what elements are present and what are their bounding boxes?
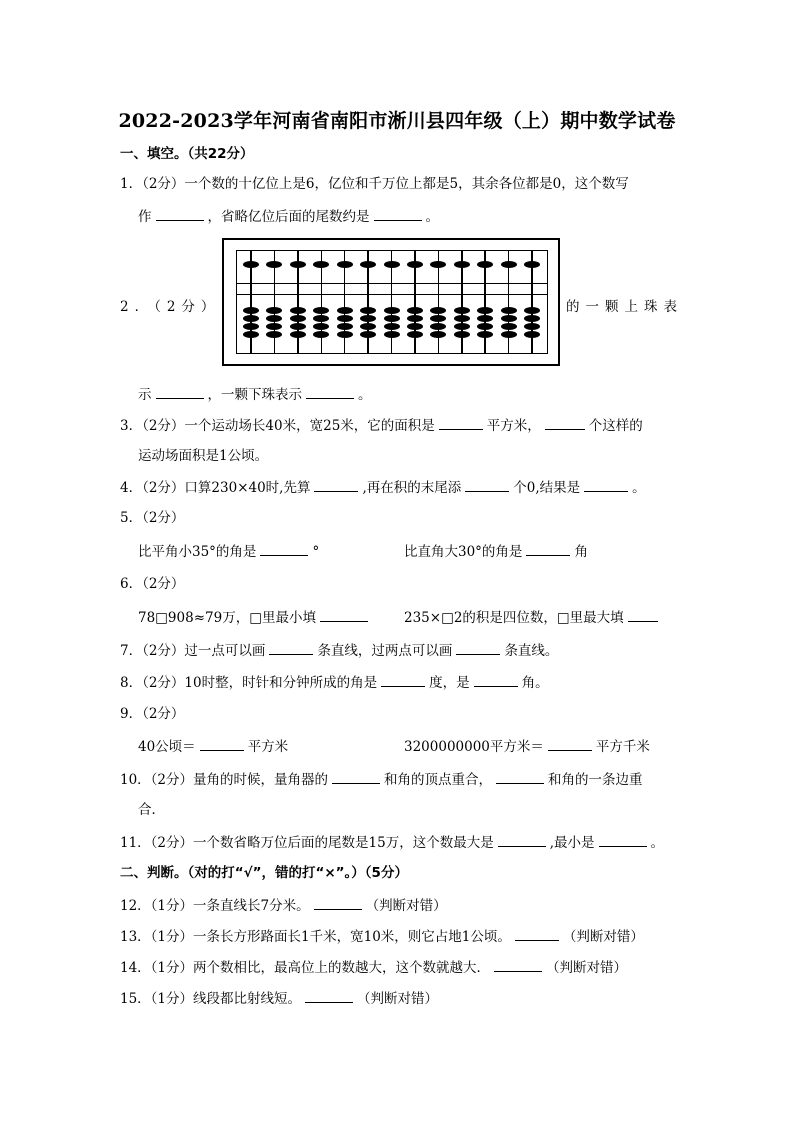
abacus-upper-bead — [501, 261, 517, 268]
abacus-lower-bead — [384, 323, 400, 330]
question-11 — [120, 832, 664, 853]
q4-text-1: 4．（2分）口算230×40时,先算 — [120, 480, 311, 496]
abacus-lower-bead — [524, 323, 540, 330]
question-3-line-1 — [120, 415, 643, 436]
question-6-left — [138, 607, 372, 628]
answer-blank[interactable] — [548, 736, 592, 751]
abacus-body — [236, 250, 548, 354]
question-5-right — [404, 541, 588, 562]
abacus-lower-bead — [266, 315, 282, 322]
answer-blank[interactable] — [314, 477, 358, 492]
q5-right-unit: 角 — [574, 544, 588, 560]
q3-text-1: 3．（2分）一个运动场长40米，宽25米，它的面积是 — [120, 418, 435, 434]
abacus-upper-bead — [360, 261, 376, 268]
abacus-lower-bead — [477, 315, 493, 322]
abacus-lower-bead — [430, 331, 446, 338]
abacus-lower-bead — [501, 307, 517, 314]
q4-text-3: 个0,结果是 — [513, 480, 581, 496]
abacus-lower-bead — [501, 315, 517, 322]
abacus-lower-bead — [243, 323, 259, 330]
q13-hint: （判断对错） — [562, 929, 644, 945]
question-1-line-1: 1．（2分）一个数的十亿位上是6，亿位和千万位上都是5，其余各位都是0，这个数写 — [120, 176, 629, 192]
answer-blank[interactable] — [498, 832, 546, 847]
q5-right-text: 比直角大30°的角是 — [404, 544, 523, 560]
abacus-lower-bead — [501, 323, 517, 330]
abacus-lower-bead — [384, 315, 400, 322]
abacus-lower-bead — [360, 307, 376, 314]
abacus-lower-bead — [407, 323, 423, 330]
abacus-lower-bead — [266, 331, 282, 338]
q1-text-3: 。 — [425, 209, 439, 225]
q8-text-1: 8．（2分）10时整，时针和分钟所成的角是 — [120, 675, 378, 691]
abacus-lower-bead — [313, 331, 329, 338]
question-10-line-1 — [120, 769, 643, 790]
abacus-lower-bead — [477, 307, 493, 314]
question-9-label: 9．（2分） — [120, 706, 185, 722]
answer-blank[interactable] — [496, 769, 544, 784]
q14-hint: （判断对错） — [546, 960, 628, 976]
q5-left-text: 比平角小35°的角是 — [138, 544, 257, 560]
question-2-text-right: 的一颗上珠表 — [566, 299, 683, 315]
q11-text-3: 。 — [650, 835, 664, 851]
abacus-upper-bead — [290, 261, 306, 268]
q12-text: 12．（1分）一条直线长7分米。 — [120, 898, 310, 914]
abacus-lower-bead — [360, 315, 376, 322]
abacus-upper-bead — [337, 261, 353, 268]
q10-text-3: 和角的一条边重 — [548, 772, 643, 788]
page-title: 2022-2023学年河南省南阳市淅川县四年级（上）期中数学试卷 — [118, 110, 676, 132]
question-7 — [120, 640, 558, 661]
answer-blank[interactable] — [584, 477, 628, 492]
question-6-label: 6．（2分） — [120, 576, 185, 592]
abacus-lower-bead — [290, 331, 306, 338]
answer-blank[interactable] — [474, 672, 518, 687]
abacus-lower-bead — [454, 307, 470, 314]
abacus-image — [222, 238, 560, 366]
abacus-lower-bead — [313, 315, 329, 322]
q8-text-3: 角。 — [521, 675, 549, 691]
abacus-upper-bead — [477, 261, 493, 268]
answer-blank[interactable] — [374, 206, 422, 221]
answer-blank[interactable] — [306, 384, 354, 399]
question-8 — [120, 672, 549, 693]
answer-blank[interactable] — [314, 895, 362, 910]
q3-text-3: 个这样的 — [588, 418, 643, 434]
question-13 — [120, 926, 644, 947]
question-15 — [120, 988, 438, 1009]
abacus-lower-bead — [243, 331, 259, 338]
q2-text-2: ，一颗下珠表示 — [207, 387, 302, 403]
abacus-lower-bead — [407, 315, 423, 322]
section-heading-fill-in: 一、填空。（共22分） — [120, 146, 254, 162]
abacus-lower-bead — [477, 331, 493, 338]
abacus-upper-bead — [266, 261, 282, 268]
abacus-lower-bead — [454, 323, 470, 330]
q14-text: 14．（1分）两个数相比，最高位上的数越大，这个数就越大． — [120, 960, 491, 976]
abacus-lower-bead — [337, 315, 353, 322]
abacus-lower-bead — [337, 331, 353, 338]
abacus-lower-bead — [384, 307, 400, 314]
abacus-lower-bead — [384, 331, 400, 338]
abacus-upper-bead — [243, 261, 259, 268]
answer-blank[interactable] — [200, 736, 244, 751]
q7-text-3: 条直线。 — [504, 643, 559, 659]
question-5-left — [138, 541, 319, 562]
question-6-right — [404, 607, 662, 628]
q10-text-2: 和角的顶点重合， — [384, 772, 493, 788]
question-2-line-2 — [138, 384, 372, 405]
q3-text-2: 平方米， — [486, 418, 541, 434]
abacus-lower-bead — [524, 307, 540, 314]
question-12 — [120, 895, 447, 916]
abacus-lower-bead — [477, 323, 493, 330]
answer-blank[interactable] — [515, 926, 559, 941]
question-1-line-2 — [138, 206, 439, 227]
abacus-lower-bead — [313, 307, 329, 314]
answer-blank[interactable] — [526, 541, 570, 556]
question-9-left — [138, 736, 288, 757]
q4-text-4: 。 — [632, 480, 646, 496]
abacus-lower-bead — [313, 323, 329, 330]
abacus-lower-bead — [430, 307, 446, 314]
answer-blank[interactable] — [599, 832, 647, 847]
abacus-lower-bead — [524, 331, 540, 338]
answer-blank[interactable] — [465, 477, 509, 492]
question-10-line-2: 合． — [138, 802, 165, 818]
q1-text-1: 作 — [138, 209, 152, 225]
q11-text-2: ,最小是 — [549, 835, 595, 851]
q7-text-1: 7．（2分）过一点可以画 — [120, 643, 266, 659]
abacus-upper-bead — [524, 261, 540, 268]
q2-text-1: 示 — [138, 387, 152, 403]
answer-blank[interactable] — [456, 640, 500, 655]
q5-degree: ° — [312, 544, 320, 560]
q9-right-text: 3200000000平方米＝ — [404, 739, 544, 755]
answer-blank[interactable] — [269, 640, 313, 655]
q9-left-text: 40公顷＝ — [138, 739, 196, 755]
abacus-lower-bead — [290, 315, 306, 322]
q4-text-2: ,再在积的末尾添 — [362, 480, 462, 496]
abacus-lower-bead — [266, 307, 282, 314]
answer-blank[interactable] — [320, 607, 368, 622]
abacus-lower-bead — [337, 307, 353, 314]
answer-blank[interactable] — [305, 988, 353, 1003]
q10-text-1: 10．（2分）量角的时候，量角器的 — [120, 772, 329, 788]
abacus-lower-bead — [290, 323, 306, 330]
abacus-lower-bead — [290, 307, 306, 314]
section-heading-true-false: 二、判断。（对的打“√”，错的打“×”。）（5分） — [120, 865, 408, 881]
abacus-upper-bead — [430, 261, 446, 268]
answer-blank[interactable] — [381, 672, 425, 687]
abacus-lower-bead — [501, 331, 517, 338]
question-14 — [120, 957, 627, 978]
q12-hint: （判断对错） — [365, 898, 447, 914]
q15-text: 15．（1分）线段都比射线短。 — [120, 991, 302, 1007]
answer-blank[interactable] — [439, 415, 483, 430]
q7-text-2: 条直线，过两点可以画 — [317, 643, 453, 659]
q9-left-unit: 平方米 — [247, 739, 289, 755]
answer-blank[interactable] — [628, 607, 658, 622]
q6-left-text: 78□908≈79万，□里最小填 — [138, 610, 316, 626]
q11-text-1: 11．（2分）一个数省略万位后面的尾数是15万，这个数最大是 — [120, 835, 494, 851]
abacus-lower-bead — [430, 323, 446, 330]
abacus-lower-bead — [524, 315, 540, 322]
question-5-label: 5．（2分） — [120, 510, 185, 526]
question-3-line-2: 运动场面积是1公顷。 — [138, 448, 269, 464]
question-4 — [120, 477, 646, 498]
abacus-lower-bead — [360, 323, 376, 330]
abacus-lower-bead — [430, 315, 446, 322]
answer-blank[interactable] — [332, 769, 380, 784]
question-2-label: 2．（2分） — [120, 299, 221, 315]
q6-right-text: 235×□2的积是四位数，□里最大填 — [404, 610, 624, 626]
abacus-upper-bead — [407, 261, 423, 268]
answer-blank[interactable] — [494, 957, 542, 972]
abacus-lower-bead — [243, 315, 259, 322]
q2-text-3: 。 — [358, 387, 372, 403]
abacus-lower-bead — [243, 307, 259, 314]
abacus-lower-bead — [360, 331, 376, 338]
q15-hint: （判断对错） — [357, 991, 439, 1007]
answer-blank[interactable] — [545, 415, 585, 430]
abacus-lower-bead — [454, 315, 470, 322]
abacus-lower-bead — [337, 323, 353, 330]
question-9-right — [404, 736, 650, 757]
abacus-lower-bead — [266, 323, 282, 330]
abacus-lower-bead — [454, 331, 470, 338]
q1-text-2: ，省略亿位后面的尾数约是 — [207, 209, 370, 225]
abacus-upper-bead — [384, 261, 400, 268]
answer-blank[interactable] — [260, 541, 308, 556]
q8-text-2: 度，是 — [429, 675, 470, 691]
answer-blank[interactable] — [156, 384, 204, 399]
q13-text: 13．（1分）一条长方形路面长1千米，宽10米，则它占地1公顷。 — [120, 929, 511, 945]
abacus-upper-bead — [313, 261, 329, 268]
abacus-lower-bead — [407, 307, 423, 314]
abacus-upper-bead — [454, 261, 470, 268]
q9-right-unit: 平方千米 — [595, 739, 650, 755]
abacus-lower-bead — [407, 331, 423, 338]
answer-blank[interactable] — [156, 206, 204, 221]
